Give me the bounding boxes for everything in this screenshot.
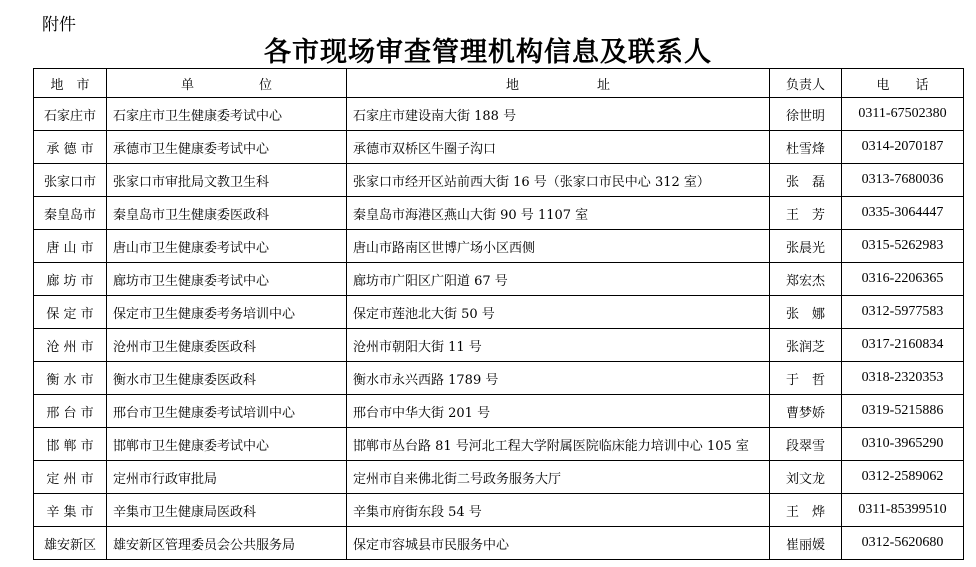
address-cell: 沧州市朝阳大街 11 号 <box>347 329 770 362</box>
contact-cell: 刘文龙 <box>770 461 842 494</box>
phone-cell: 0316-2206365 <box>842 263 964 296</box>
unit-cell: 衡水市卫生健康委医政科 <box>107 362 347 395</box>
contact-cell: 崔丽媛 <box>770 527 842 560</box>
column-header-unit: 单 位 <box>107 69 347 98</box>
phone-cell: 0313-7680036 <box>842 164 964 197</box>
contact-cell: 王 芳 <box>770 197 842 230</box>
table-row <box>34 230 964 263</box>
unit-cell: 张家口市审批局文教卫生科 <box>107 164 347 197</box>
contact-cell: 于 哲 <box>770 362 842 395</box>
contact-cell: 徐世明 <box>770 98 842 131</box>
unit-cell: 承德市卫生健康委考试中心 <box>107 131 347 164</box>
contact-cell: 郑宏杰 <box>770 263 842 296</box>
city-cell: 雄安新区 <box>34 527 107 560</box>
table-row <box>34 197 964 230</box>
contact-cell: 张晨光 <box>770 230 842 263</box>
unit-cell: 廊坊市卫生健康委考试中心 <box>107 263 347 296</box>
table-header-row <box>34 69 964 98</box>
unit-cell: 定州市行政审批局 <box>107 461 347 494</box>
contacts-table <box>33 68 964 560</box>
table-row <box>34 164 964 197</box>
contact-cell: 张 磊 <box>770 164 842 197</box>
unit-cell: 石家庄市卫生健康委考试中心 <box>107 98 347 131</box>
city-cell: 承 德 市 <box>34 131 107 164</box>
table-body <box>34 98 964 560</box>
city-cell: 唐 山 市 <box>34 230 107 263</box>
phone-cell: 0319-5215886 <box>842 395 964 428</box>
address-cell: 辛集市府街东段 54 号 <box>347 494 770 527</box>
column-header-phone: 电 话 <box>842 69 964 98</box>
contact-cell: 张润芝 <box>770 329 842 362</box>
contact-cell: 曹梦娇 <box>770 395 842 428</box>
city-cell: 廊 坊 市 <box>34 263 107 296</box>
table-row <box>34 461 964 494</box>
phone-cell: 0335-3064447 <box>842 197 964 230</box>
phone-cell: 0317-2160834 <box>842 329 964 362</box>
contact-cell: 杜雪烽 <box>770 131 842 164</box>
address-cell: 张家口市经开区站前西大街 16 号（张家口市民中心 312 室） <box>347 164 770 197</box>
table-row <box>34 395 964 428</box>
city-cell: 定 州 市 <box>34 461 107 494</box>
address-cell: 唐山市路南区世博广场小区西侧 <box>347 230 770 263</box>
phone-cell: 0312-5977583 <box>842 296 964 329</box>
table-row <box>34 527 964 560</box>
city-cell: 邢 台 市 <box>34 395 107 428</box>
unit-cell: 唐山市卫生健康委考试中心 <box>107 230 347 263</box>
phone-cell: 0312-5620680 <box>842 527 964 560</box>
address-cell: 保定市容城县市民服务中心 <box>347 527 770 560</box>
address-cell: 邢台市中华大街 201 号 <box>347 395 770 428</box>
unit-cell: 秦皇岛市卫生健康委医政科 <box>107 197 347 230</box>
address-cell: 石家庄市建设南大街 188 号 <box>347 98 770 131</box>
city-cell: 保 定 市 <box>34 296 107 329</box>
table-row <box>34 131 964 164</box>
attachment-label: 附件 <box>42 15 76 35</box>
table-row <box>34 329 964 362</box>
city-cell: 沧 州 市 <box>34 329 107 362</box>
column-header-address: 地 址 <box>347 69 770 98</box>
table-row <box>34 428 964 461</box>
column-header-contact: 负责人 <box>770 69 842 98</box>
city-cell: 张家口市 <box>34 164 107 197</box>
phone-cell: 0312-2589062 <box>842 461 964 494</box>
phone-cell: 0311-67502380 <box>842 98 964 131</box>
table-row <box>34 494 964 527</box>
unit-cell: 邢台市卫生健康委考试培训中心 <box>107 395 347 428</box>
phone-cell: 0311-85399510 <box>842 494 964 527</box>
city-cell: 衡 水 市 <box>34 362 107 395</box>
unit-cell: 辛集市卫生健康局医政科 <box>107 494 347 527</box>
contact-cell: 张 娜 <box>770 296 842 329</box>
city-cell: 秦皇岛市 <box>34 197 107 230</box>
unit-cell: 保定市卫生健康委考务培训中心 <box>107 296 347 329</box>
page-title: 各市现场审查管理机构信息及联系人 <box>264 37 712 68</box>
phone-cell: 0318-2320353 <box>842 362 964 395</box>
unit-cell: 邯郸市卫生健康委考试中心 <box>107 428 347 461</box>
phone-cell: 0310-3965290 <box>842 428 964 461</box>
contact-cell: 王 烨 <box>770 494 842 527</box>
unit-cell: 雄安新区管理委员会公共服务局 <box>107 527 347 560</box>
address-cell: 衡水市永兴西路 1789 号 <box>347 362 770 395</box>
address-cell: 保定市莲池北大街 50 号 <box>347 296 770 329</box>
city-cell: 石家庄市 <box>34 98 107 131</box>
table-row <box>34 296 964 329</box>
address-cell: 廊坊市广阳区广阳道 67 号 <box>347 263 770 296</box>
phone-cell: 0315-5262983 <box>842 230 964 263</box>
address-cell: 定州市自来佛北街二号政务服务大厅 <box>347 461 770 494</box>
column-header-city: 地 市 <box>34 69 107 98</box>
table-row <box>34 98 964 131</box>
phone-cell: 0314-2070187 <box>842 131 964 164</box>
unit-cell: 沧州市卫生健康委医政科 <box>107 329 347 362</box>
address-cell: 邯郸市丛台路 81 号河北工程大学附属医院临床能力培训中心 105 室 <box>347 428 770 461</box>
address-cell: 承德市双桥区牛圈子沟口 <box>347 131 770 164</box>
table-row <box>34 263 964 296</box>
city-cell: 邯 郸 市 <box>34 428 107 461</box>
city-cell: 辛 集 市 <box>34 494 107 527</box>
table-row <box>34 362 964 395</box>
address-cell: 秦皇岛市海港区燕山大街 90 号 1107 室 <box>347 197 770 230</box>
contact-cell: 段翠雪 <box>770 428 842 461</box>
